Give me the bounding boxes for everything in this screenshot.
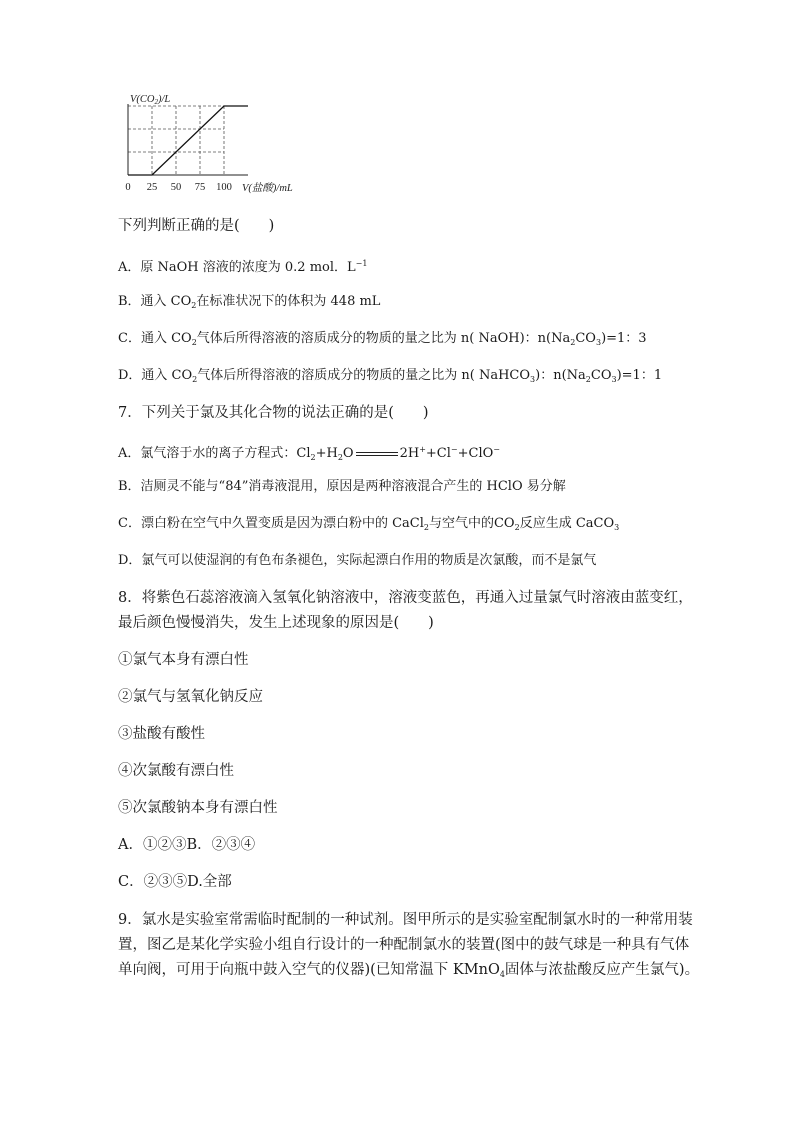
t: +ClO <box>457 446 494 461</box>
q7-option-a[interactable] <box>118 441 500 467</box>
chart-grid <box>128 106 224 175</box>
t: 单向阀，可用于向瓶中鼓入空气的仪器)(已知常温下 KMnO <box>118 962 500 978</box>
x-tick-label: 100 <box>216 182 232 193</box>
q6-option-b[interactable] <box>118 293 380 315</box>
sub: 2 <box>570 338 576 347</box>
co2-series-line <box>128 106 248 175</box>
t: A．氯气溶于水的离子方程式：Cl <box>118 446 311 461</box>
t: D．通入 CO <box>118 368 193 383</box>
q7-option-b[interactable]: B．洁厕灵不能与“84”消毒液混用，原因是两种溶液混合产生的 HClO 易分解 <box>118 479 566 494</box>
t: CO <box>590 368 612 383</box>
sub: 2 <box>191 301 197 310</box>
sup: − <box>493 445 500 454</box>
sub: 3 <box>614 523 620 532</box>
sub: 2 <box>310 453 316 462</box>
t: )：n(Na <box>535 368 586 383</box>
t: C．漂白粉在空气中久置变质是因为漂白粉中的 CaCl <box>118 516 424 531</box>
sub: 2 <box>423 523 429 532</box>
sub: 2 <box>192 375 198 384</box>
sub: 3 <box>611 375 617 384</box>
x-tick-label: 25 <box>146 182 158 193</box>
sub: 3 <box>530 375 536 384</box>
t: 反应生成 CaCO <box>519 516 615 531</box>
equals-arrow <box>356 449 398 459</box>
q9-line2: 置，图乙是某化学实验小组自行设计的一种配制氯水的装置(图中的鼓气球是一种具有气体 <box>118 937 690 953</box>
q7-option-d[interactable]: D．氯气可以使湿润的有色布条褪色，实际起漂白作用的物质是次氯酸，而不是氯气 <box>118 553 597 568</box>
t: 固体与浓盐酸反应产生氯气)。 <box>504 962 700 978</box>
t: 气体后所得溶液的溶质成分的物质的量之比为 n( NaHCO <box>197 368 531 383</box>
q8-stem-line1: 8．将紫色石蕊溶液滴入氢氧化钠溶液中，溶液变蓝色，再通入过量氯气时溶液由蓝变红， <box>118 590 693 606</box>
q8-reason-4: ④次氯酸有漂白性 <box>118 763 234 779</box>
sub: 2 <box>191 338 197 347</box>
sup: + <box>419 445 426 454</box>
q8-reason-1: ①氯气本身有漂白性 <box>118 652 249 668</box>
q8-reason-2: ②氯气与氢氧化钠反应 <box>118 689 263 705</box>
q9-line3 <box>118 961 699 984</box>
q8-stem-line2: 最后颜色慢慢消失，发生上述现象的原因是( ) <box>118 615 434 631</box>
x-tick-labels <box>125 182 232 193</box>
sup: − <box>450 445 458 454</box>
q8-reason-3: ③盐酸有酸性 <box>118 726 205 742</box>
sub: 3 <box>595 338 602 347</box>
q6-a-sup: −1 <box>355 259 368 268</box>
t: 气体后所得溶液的溶质成分的物质的量之比为 n( NaOH)：n(Na <box>196 331 571 346</box>
q6-stem: 下列判断正确的是( ) <box>118 218 275 234</box>
t: 2H <box>399 446 420 461</box>
t: 与空气中的CO <box>428 516 515 531</box>
sub: 2 <box>585 375 591 384</box>
t: +H <box>315 446 338 461</box>
sub: 2 <box>337 453 343 462</box>
x-tick-label: 0 <box>125 182 131 193</box>
q6-option-a[interactable] <box>118 255 367 277</box>
q9-line1: 9．氯水是实验室常需临时配制的一种试剂。图甲所示的是实验室配制氯水时的一种常用装 <box>118 912 693 928</box>
x-axis-label: V(盐酸)/mL <box>242 183 293 194</box>
sub: 4 <box>499 970 505 979</box>
t: C．通入 CO <box>118 331 192 346</box>
q6-option-c[interactable] <box>118 330 647 352</box>
q6-b-post: 在标准状况下的体积为 448 mL <box>196 294 381 309</box>
q6-a-text: A．原 NaOH 溶液的浓度为 0.2 mol．L <box>118 260 356 275</box>
co2-volume-chart <box>112 92 312 197</box>
t: +Cl <box>425 446 451 461</box>
y-axis-label: V(CO2)/L <box>130 94 171 106</box>
t: )=1：1 <box>616 368 663 383</box>
q8-reason-5: ⑤次氯酸钠本身有漂白性 <box>118 800 278 816</box>
x-tick-label: 50 <box>170 182 182 193</box>
x-tick-label: 75 <box>194 182 206 193</box>
q6-option-d[interactable] <box>118 367 662 389</box>
q8-options-cd[interactable]: C．②③⑤D.全部 <box>118 874 232 890</box>
q8-options-ab[interactable]: A．①②③B．②③④ <box>118 837 256 853</box>
t: )=1：3 <box>601 331 647 346</box>
t: O <box>342 446 354 461</box>
sub: 2 <box>514 523 520 532</box>
q7-stem: 7．下列关于氯及其化合物的说法正确的是( ) <box>118 405 429 421</box>
q6-b-pre: B．通入 CO <box>118 294 192 309</box>
t: CO <box>575 331 596 346</box>
q7-option-c[interactable] <box>118 515 619 537</box>
